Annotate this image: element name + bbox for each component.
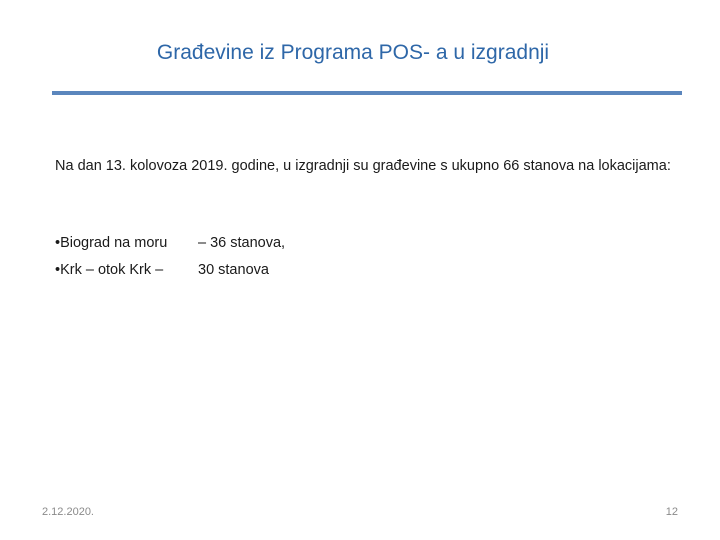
location-label: •Biograd na moru [55,235,168,251]
footer-date: 2.12.2020. [42,506,94,518]
location-list [55,230,555,284]
slide-title: Građevine iz Programa POS- a u izgradnji [156,41,550,64]
location-value: – 36 stanova, [198,235,286,251]
list-item [55,257,555,284]
list-item [55,230,555,257]
location-label: •Krk – otok Krk – [55,262,164,278]
location-value: 30 stanova [198,262,269,278]
intro-paragraph: Na dan 13. kolovoza 2019. godine, u izgradnji su građevine s ukupno 66 stanova na lokacijama: [55,158,671,174]
page-number: 12 [665,506,678,518]
title-divider [52,91,682,95]
